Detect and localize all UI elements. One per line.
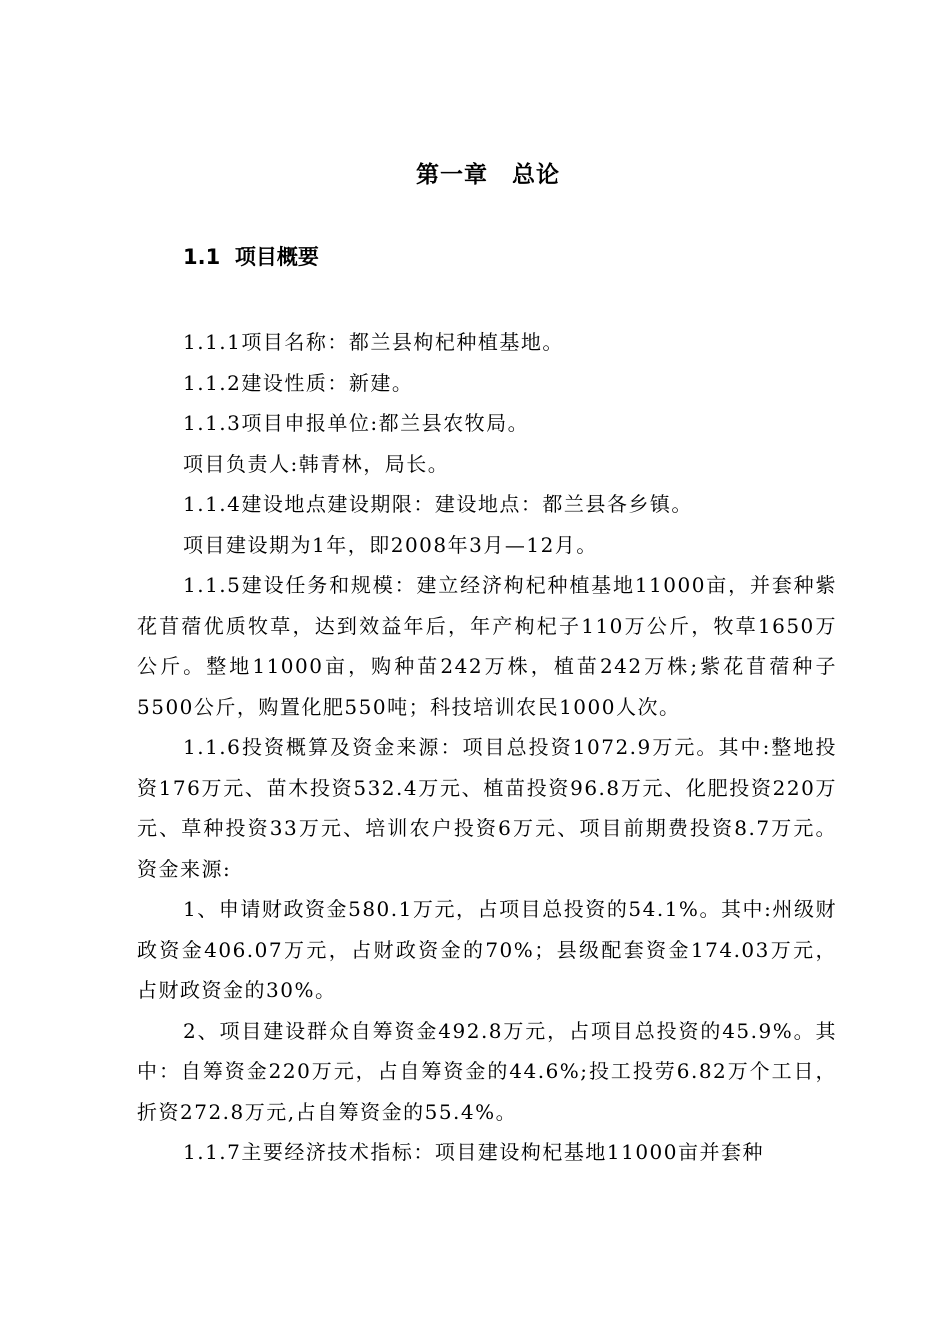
body-text bbox=[137, 322, 837, 1173]
section-title: 1.1 项目概要 bbox=[183, 245, 319, 269]
paragraph-key-indicators: 1.1.7主要经济技术指标：项目建设枸杞基地11000亩并套种 bbox=[183, 1140, 765, 1164]
paragraph-applicant-unit: 1.1.3项目申报单位:都兰县农牧局。 bbox=[183, 411, 530, 435]
paragraph-self-raised-funds: 2、项目建设群众自筹资金492.8万元，占项目总投资的45.9%。其中：自筹资金220万元，占自筹资金的44.6%;投工投劳6.82万个工日，折资272.8万元,占自筹资金的55.4%。 bbox=[137, 1018, 837, 1124]
paragraph-construction-nature: 1.1.2建设性质：新建。 bbox=[183, 370, 414, 395]
paragraph-project-name: 1.1.1项目名称：都兰县枸杞种植基地。 bbox=[183, 330, 564, 354]
paragraph-construction-period: 项目建设期为1年，即2008年3月—12月。 bbox=[183, 532, 598, 557]
paragraph-project-leader: 项目负责人:韩青林，局长。 bbox=[183, 451, 450, 476]
chapter-title: 第一章 总论 bbox=[416, 162, 560, 188]
paragraph-fiscal-funds: 1、申请财政资金580.1万元，占项目总投资的54.1%。其中:州级财政资金406.07万元，占财政资金的70%；县级配套资金174.03万元，占财政资金的30%。 bbox=[137, 897, 837, 1002]
paragraph-location: 1.1.4建设地点建设期限：建设地点：都兰县各乡镇。 bbox=[183, 492, 693, 516]
paragraph-investment-estimate: 1.1.6投资概算及资金来源：项目总投资1072.9万元。其中:整地投资176万元、苗木投资532.4万元、植苗投资96.8万元、化肥投资220万元、草种投资33万元、培训农户投资6万元、项目前期费投资8.7万元。资金来源: bbox=[137, 735, 837, 881]
paragraph-tasks-and-scale: 1.1.5建设任务和规模：建立经济枸杞种植基地11000亩，并套种紫花苜蓿优质牧草，达到效益年后，年产枸杞子110万公斤，牧草1650万公斤。整地11000亩，购种苗242万株，植苗242万株;紫花苜蓿种子5500公斤，购置化肥550吨；科技培训农民1000人次。 bbox=[137, 573, 837, 719]
